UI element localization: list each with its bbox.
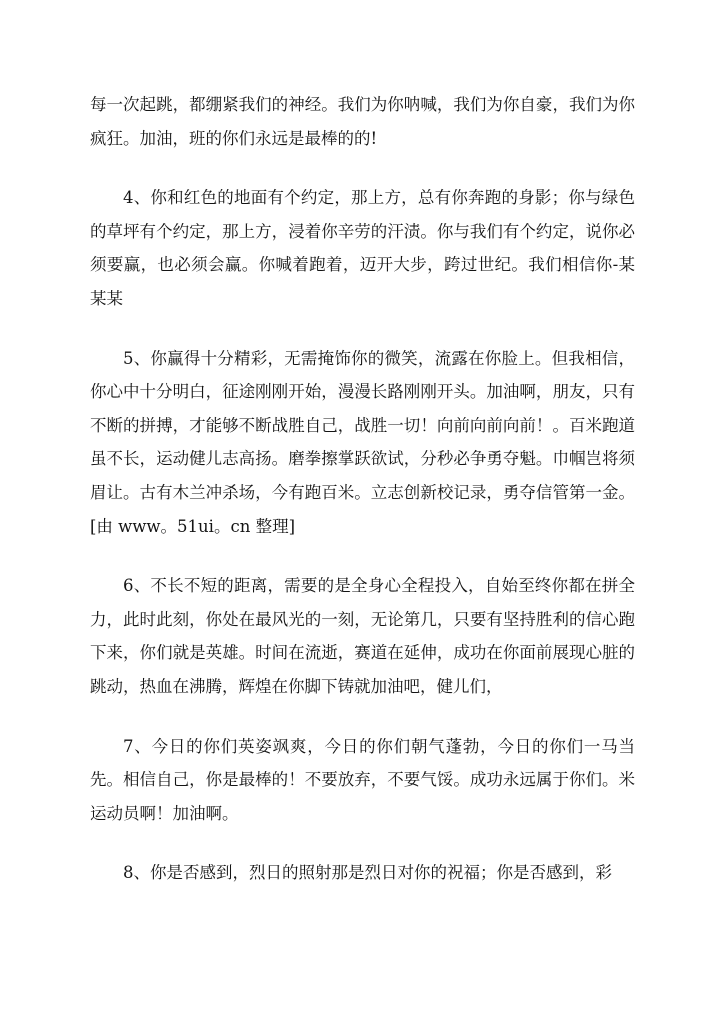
paragraph-item-7: [90, 730, 635, 831]
paragraph-item-8: [90, 856, 635, 890]
paragraph-text: 7、今日的你们英姿飒爽，今日的你们朝气蓬勃，今日的你们一马当先。相信自己，你是最棒的！不要放弃，不要气馁。成功永远属于你们。米运动员啊！加油啊。: [90, 736, 635, 823]
document-body: [90, 88, 635, 916]
paragraph-text: 每一次起跳，都绷紧我们的神经。我们为你呐喊，我们为你自豪，我们为你疯狂。加油，班的你们永远是最棒的的!: [90, 95, 635, 148]
paragraph-text: 8、你是否感到，烈日的照射那是烈日对你的祝福；你是否感到，彩: [123, 863, 612, 883]
paragraph-text: 4、你和红色的地面有个约定，那上方，总有你奔跑的身影；你与绿色的草坪有个约定，那上方，浸着你辛劳的汗渍。你与我们有个约定，说你必须要赢，也必须会赢。你喊着跑着，迈开大步，跨过世纪。我们相信你-某某某: [90, 188, 635, 308]
paragraph-text: 5、你赢得十分精彩，无需掩饰你的微笑，流露在你脸上。但我相信，你心中十分明白，征途刚刚开始，漫漫长路刚刚开头。加油啊，朋友，只有不断的拼搏，才能够不断战胜自己，战胜一切！向前向前向前！。百米跑道虽不长，运动健儿志高扬。磨拳擦掌跃欲试，分秒必争勇夺魁。巾帼岂将须眉让。古有木兰冲杀场，今有跑百米。立志创新校记录，勇夺信管第一金。[由 www。51ui。cn 整理]: [90, 348, 635, 536]
paragraph-item-6: [90, 569, 635, 703]
paragraph-item-4: [90, 181, 635, 315]
paragraph-text: 6、不长不短的距离，需要的是全身心全程投入，自始至终你都在拼全力，此时此刻，你处在最风光的一刻，无论第几，只要有坚持胜利的信心跑下来，你们就是英雄。时间在流逝，赛道在延伸，成功在你面前展现心脏的跳动，热血在沸腾，辉煌在你脚下铸就加油吧，健儿们，: [90, 576, 635, 696]
paragraph-continuation: [90, 88, 635, 155]
paragraph-item-5: [90, 342, 635, 544]
